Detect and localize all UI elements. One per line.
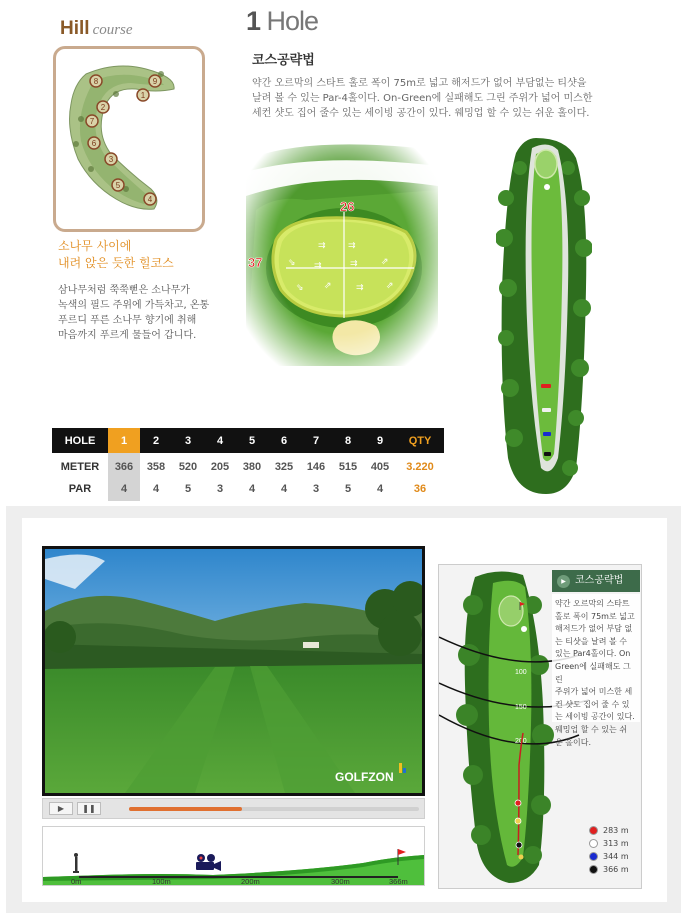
yard-marker: 200 bbox=[515, 738, 527, 745]
distance-label: 200m bbox=[241, 877, 260, 885]
table-cell: 325 bbox=[274, 460, 294, 473]
legend-label: 344 m bbox=[603, 852, 629, 861]
hole-overview-graphic bbox=[496, 138, 592, 494]
svg-text:9: 9 bbox=[152, 77, 158, 86]
table-cell: 4 bbox=[152, 483, 160, 495]
header-cell: 7 bbox=[300, 428, 332, 453]
minimap-text-line: 홀로 폭이 75m로 넓고 bbox=[555, 611, 635, 621]
legend-dot bbox=[589, 826, 598, 835]
header-cell: 3 bbox=[172, 428, 204, 453]
description-line: 삼나무처럼 쭉쭉뻗은 소나무가 bbox=[58, 285, 190, 296]
course-map-graphic bbox=[56, 49, 202, 229]
table-cell: 405 bbox=[370, 460, 390, 473]
svg-text:6: 6 bbox=[91, 139, 97, 148]
legend-dot bbox=[589, 852, 598, 861]
minimap-text-line: 해저드가 없어 부담 없 bbox=[555, 624, 633, 634]
header-cell: HOLE bbox=[52, 428, 108, 453]
course-map bbox=[53, 46, 205, 232]
scorecard-header-row bbox=[52, 428, 444, 453]
hole-marker-9 bbox=[149, 75, 161, 87]
strategy-text bbox=[252, 76, 612, 121]
table-cell: 380 bbox=[242, 460, 262, 473]
course-slogan bbox=[58, 238, 174, 272]
svg-text:7: 7 bbox=[89, 117, 95, 126]
distance-label: 300m bbox=[331, 877, 350, 885]
table-cell: 5 bbox=[344, 483, 352, 495]
header-cell: 5 bbox=[236, 428, 268, 453]
green-depth-label: 26 bbox=[340, 199, 355, 214]
distance-label: 100m bbox=[152, 877, 171, 885]
legend-label: 313 m bbox=[603, 839, 629, 848]
course-suffix: course bbox=[92, 22, 133, 38]
hole-marker-1 bbox=[137, 89, 149, 101]
distance-label: 0m bbox=[71, 877, 82, 885]
table-cell: 515 bbox=[338, 460, 358, 473]
table-cell: 358 bbox=[146, 460, 166, 473]
minimap-text-line: 웨밍업 할 수 있는 쉬 bbox=[555, 724, 627, 734]
header-cell-current-hole: 1 bbox=[108, 428, 140, 453]
yard-marker: 100 bbox=[515, 669, 527, 676]
green-detail bbox=[246, 140, 438, 366]
minimap-text-line: Green에 실패해도 그린 bbox=[555, 661, 631, 684]
legend-item bbox=[589, 850, 629, 863]
slogan-line: 소나무 사이에 bbox=[58, 239, 132, 253]
hole-marker-4 bbox=[144, 193, 156, 205]
course-title bbox=[60, 18, 133, 40]
elevation-profile bbox=[42, 826, 425, 886]
video-controls bbox=[42, 798, 425, 819]
hole-marker-8 bbox=[90, 75, 102, 87]
header-cell-qty: QTY bbox=[396, 428, 444, 453]
table-cell: 366 bbox=[108, 453, 140, 477]
legend-dot bbox=[589, 865, 598, 874]
golfer-icon bbox=[73, 853, 79, 873]
table-cell: 4 bbox=[376, 483, 384, 495]
pause-button[interactable] bbox=[77, 802, 101, 815]
hole-marker-3 bbox=[105, 153, 117, 165]
header-cell: 6 bbox=[268, 428, 300, 453]
play-circle-icon: ▶ bbox=[557, 575, 570, 588]
hole-marker-7 bbox=[86, 115, 98, 127]
hole-marker-5 bbox=[112, 179, 124, 191]
minimap-strategy-text bbox=[552, 594, 640, 747]
legend-item bbox=[589, 837, 629, 850]
minimap-text-line: 운 홀이다. bbox=[555, 737, 591, 747]
table-cell: 4 bbox=[248, 483, 256, 495]
minimap-text-line: 컨 샷도 집어 줄 수 있 bbox=[555, 699, 630, 709]
description-line: 푸르디 푸른 소나무 향기에 취해 bbox=[58, 315, 197, 326]
hole-overview-map bbox=[496, 138, 592, 494]
minimap-strategy-tab[interactable] bbox=[552, 570, 640, 592]
minimap-strategy-label: 코스공략법 bbox=[575, 575, 624, 586]
svg-text:4: 4 bbox=[147, 195, 153, 204]
pause-icon: ❚❚ bbox=[82, 804, 96, 813]
svg-text:5: 5 bbox=[115, 181, 121, 190]
table-cell: 4 bbox=[280, 483, 288, 495]
strategy-line: 날려 볼 수 있는 Par-4홀이다. On-Green에 실패해도 그린 주위가 넓어 미스한 bbox=[252, 93, 593, 104]
description-line: 녹색의 필드 주위에 가득차고, 온통 bbox=[58, 300, 210, 311]
svg-text:8: 8 bbox=[93, 77, 99, 86]
play-button[interactable] bbox=[49, 802, 73, 815]
yard-marker: 150 bbox=[515, 704, 527, 711]
elevation-graphic bbox=[43, 827, 424, 885]
green-detail-graphic bbox=[246, 140, 438, 366]
header-cell: 2 bbox=[140, 428, 172, 453]
svg-text:1: 1 bbox=[140, 91, 146, 100]
green-width-label: 37 bbox=[248, 255, 263, 270]
minimap-text-line: 는 티샷을 날려 볼 수 bbox=[555, 636, 627, 646]
hole-marker-6 bbox=[88, 137, 100, 149]
table-cell: 3 bbox=[312, 483, 320, 495]
minimap-text-line: 있는 Par4홀이다. On bbox=[555, 649, 631, 659]
golfzon-logo: GOLFZON bbox=[335, 770, 394, 784]
hole-label: Hole bbox=[266, 6, 319, 36]
header-cell: 8 bbox=[332, 428, 364, 453]
slogan-line: 내려 앉은 듯한 힐코스 bbox=[58, 256, 174, 270]
table-cell-total: 3.220 bbox=[406, 460, 434, 473]
tee-legend bbox=[589, 824, 629, 876]
minimap-text-line: 약간 오르막의 스타트 bbox=[555, 599, 630, 608]
video-progress-bar[interactable] bbox=[129, 807, 419, 811]
svg-text:2: 2 bbox=[100, 103, 106, 112]
legend-item bbox=[589, 824, 629, 837]
description-line: 마음까지 푸르게 물들어 갑니다. bbox=[58, 330, 197, 341]
row-label: METER bbox=[60, 460, 100, 473]
scorecard-par-row bbox=[52, 477, 444, 501]
table-cell: 5 bbox=[184, 483, 192, 495]
table-cell: 205 bbox=[210, 460, 230, 473]
strategy-title: 코스공략법 bbox=[252, 53, 315, 68]
hole-title bbox=[246, 6, 318, 37]
strategy-line: 세컨 샷도 집어 줄수 있는 세이빙 공간이 있다. 웨밍업 할 수 있는 쉬운 홀이다. bbox=[252, 108, 590, 119]
legend-dot bbox=[589, 839, 598, 848]
scorecard-table bbox=[52, 428, 444, 501]
table-cell: 146 bbox=[306, 460, 326, 473]
play-icon: ▶ bbox=[57, 804, 65, 813]
legend-item bbox=[589, 863, 629, 876]
hole-number: 1 bbox=[246, 6, 261, 36]
camera-icon bbox=[196, 854, 221, 871]
video-progress-fill bbox=[129, 807, 242, 811]
row-label: PAR bbox=[68, 483, 92, 495]
header-cell: 9 bbox=[364, 428, 396, 453]
minimap-text-line: 주위가 넓어 미스한 세 bbox=[555, 687, 633, 697]
legend-label: 283 m bbox=[603, 826, 629, 835]
table-cell: 4 bbox=[108, 477, 140, 501]
legend-label: 366 m bbox=[603, 865, 629, 874]
table-cell-total: 36 bbox=[413, 483, 427, 495]
course-description bbox=[58, 283, 228, 343]
table-cell: 3 bbox=[216, 483, 224, 495]
svg-text:3: 3 bbox=[108, 155, 114, 164]
header-cell: 4 bbox=[204, 428, 236, 453]
strategy-line: 약간 오르막의 스타트 홀로 폭이 75m로 넓고 해저드가 없어 부담없는 티샷을 bbox=[252, 78, 587, 89]
course-name: Hill bbox=[60, 18, 90, 39]
scorecard-meter-row bbox=[52, 453, 444, 477]
video-frame bbox=[45, 549, 422, 793]
flyover-video[interactable] bbox=[42, 546, 425, 796]
minimap-text-line: 는 세이빙 공간이 있다. bbox=[555, 712, 635, 722]
table-cell: 520 bbox=[178, 460, 198, 473]
hole-marker-2 bbox=[97, 101, 109, 113]
distance-label: 366m bbox=[389, 877, 408, 885]
